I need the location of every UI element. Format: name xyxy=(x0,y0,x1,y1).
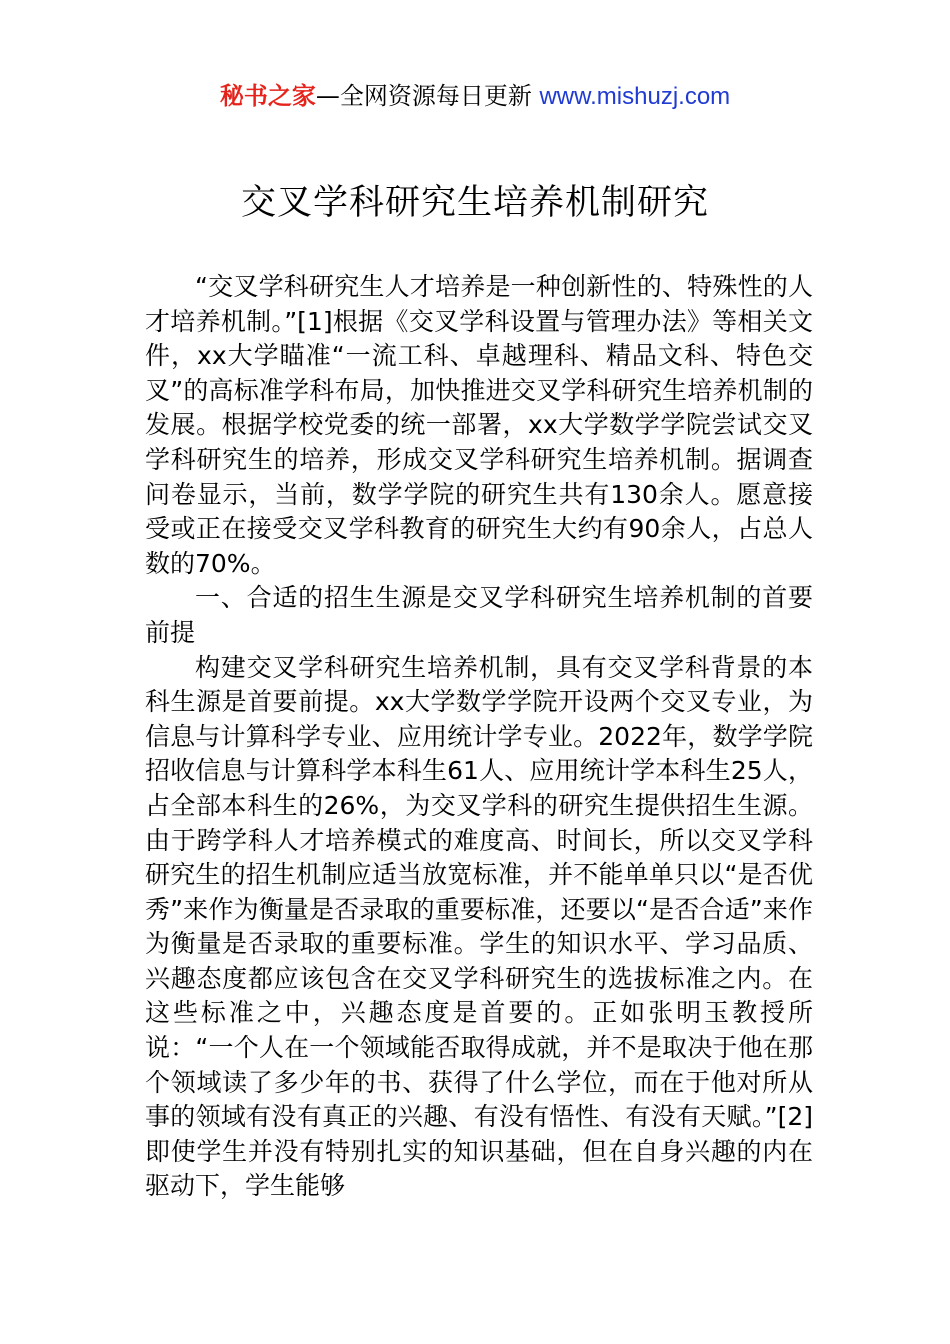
header-tagline: —全网资源每日更新 xyxy=(315,82,540,110)
page-header xyxy=(0,80,950,113)
body-paragraph: 构建交叉学科研究生培养机制，具有交叉学科背景的本科生源是首要前提。xx大学数学学院开设两个交叉专业，为信息与计算科学专业、应用统计学专业。2022年，数学学院招收信息与计算科学本科生61人、应用统计学本科生25人，占全部本科生的26%，为交叉学科的研究生提供招生生源。由于跨学科人才培养模式的难度高、时间长，所以交叉学科研究生的招生机制应适当放宽标准，并不能单单只以“是否优秀”来作为衡量是否录取的重要标准，还要以“是否合适”来作为衡量是否录取的重要标准。学生的知识水平、学习品质、兴趣态度都应该包含在交叉学科研究生的选拔标准之内。在这些标准之中，兴趣态度是首要的。正如张明玉教授所说：“一个人在一个领域能否取得成就，并不是取决于他在那个领域读了多少年的书、获得了什么学位，而在于他对所从事的领域有没有真正的兴趣、有没有悟性、有没有天赋。”[2]即使学生并没有特别扎实的知识基础，但在自身兴趣的内在驱动下，学生能够 xyxy=(145,652,813,1201)
intro-paragraph: “交叉学科研究生人才培养是一种创新性的、特殊性的人才培养机制。”[1]根据《交叉学科设置与管理办法》等相关文件，xx大学瞄准“一流工科、卓越理科、精品文科、特色交叉”的高标准学科布局，加快推进交叉学科研究生培养机制的发展。根据学校党委的统一部署，xx大学数学学院尝试交叉学科研究生的培养，形成交叉学科研究生培养机制。据调查问卷显示，当前，数学学院的研究生共有130余人。愿意接受或正在接受交叉学科教育的研究生大约有90余人，占总人数的70%。 xyxy=(145,272,813,578)
brand-name: 秘书之家 xyxy=(219,82,316,110)
site-url-link[interactable]: www.mishuzj.com xyxy=(539,83,731,110)
document-body xyxy=(145,270,813,1204)
section-heading-1: 一、合适的招生生源是交叉学科研究生培养机制的首要前提 xyxy=(145,583,813,647)
document-title: 交叉学科研究生培养机制研究 xyxy=(240,183,709,223)
